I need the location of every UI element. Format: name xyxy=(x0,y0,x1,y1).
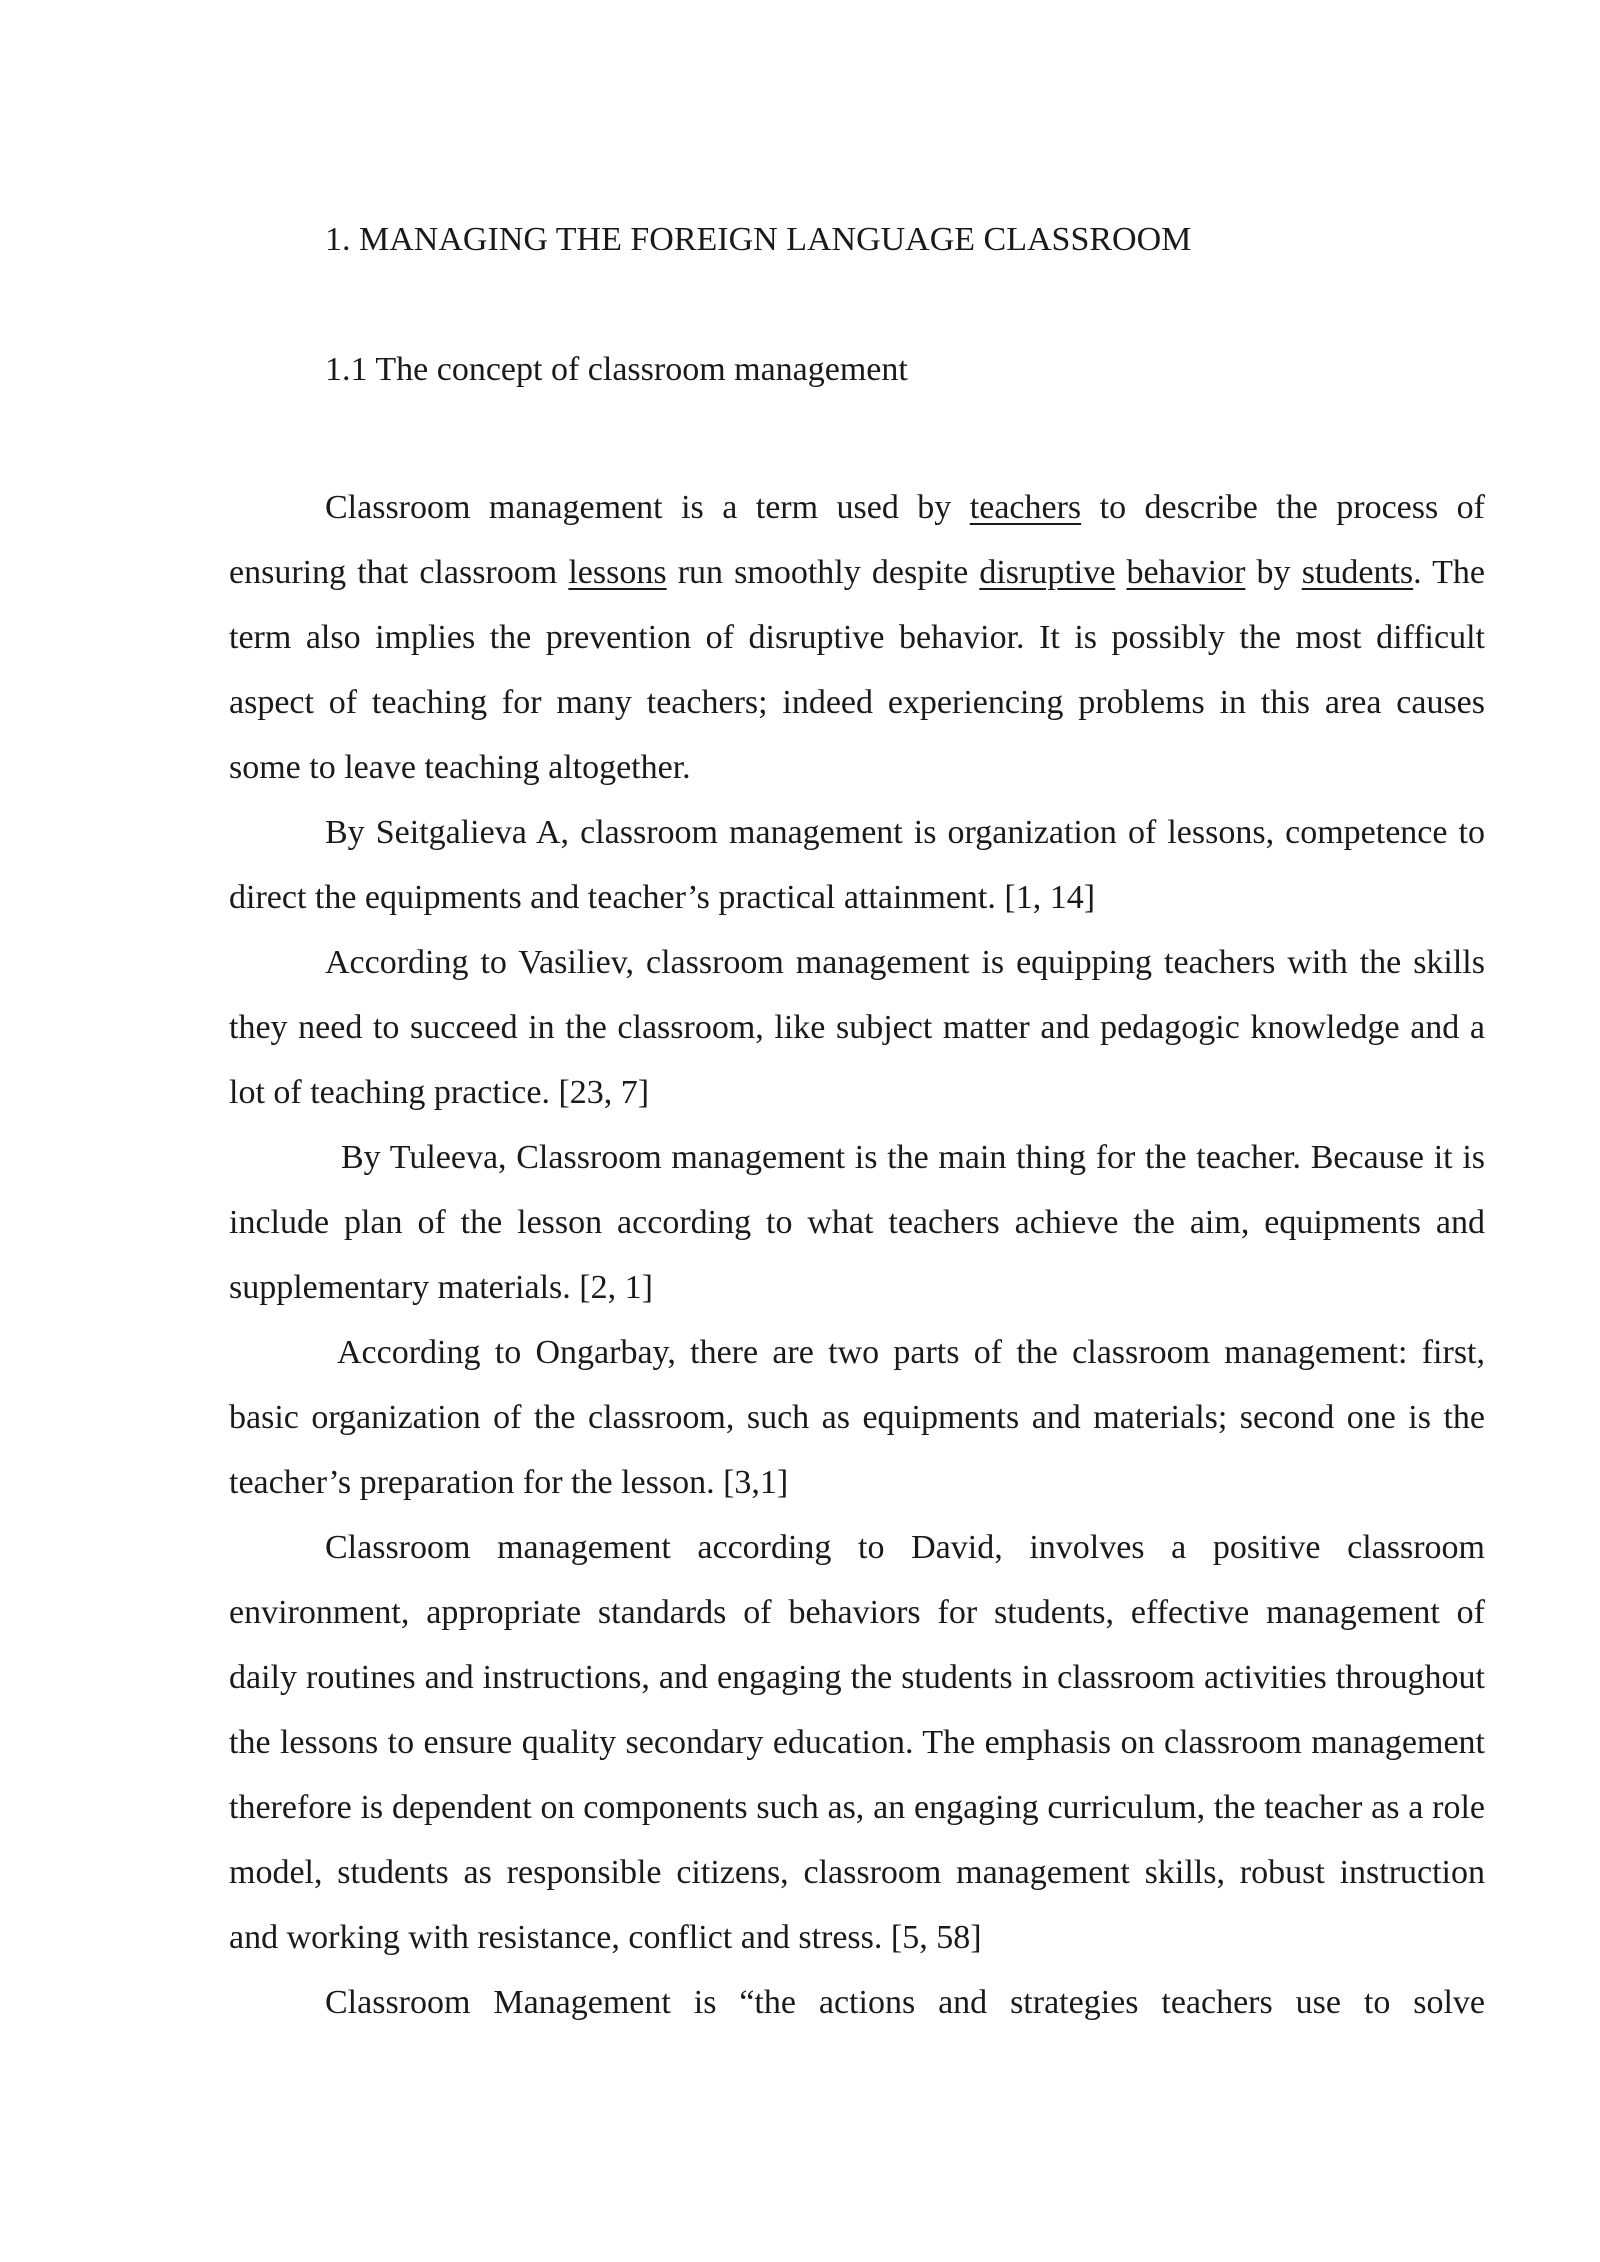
paragraph-6: Classroom management according to David, involves a positive classroom environment, appropriate standards of behaviors for students, effective management of daily routines and instructions, and engaging the students in classroom activities throughout the lessons to ensure quality secondary education. The emphasis on classroom management therefore is dependent on components such as, an engaging curriculum, the teacher as a role model, students as responsible citizens, classroom management skills, robust instruction and working with resistance, conflict and stress. [5, 58] xyxy=(229,1529,1485,1956)
paragraph-1-text: by xyxy=(1245,554,1302,591)
section-heading: 1.1 The concept of classroom management xyxy=(325,351,908,388)
paragraph-4: By Tuleeva, Classroom management is the main thing for the teacher. Because it is include plan of the lesson according to what teachers achieve the aim, equipments and supplementary materials. [2, 1] xyxy=(229,1139,1485,1306)
paragraph-1-text: . The term also implies the prevention of disruptive behavior. It is possibly the most difficult aspect of teaching for many teachers; indeed experiencing problems in this area causes some to leave teaching altogether. xyxy=(229,554,1486,786)
link-lessons[interactable]: lessons xyxy=(568,554,667,591)
document-body xyxy=(229,475,1485,2035)
paragraph-3: According to Vasiliev, classroom management is equipping teachers with the skills they need to succeed in the classroom, like subject matter and pedagogic knowledge and a lot of teaching practice. [23, 7] xyxy=(229,944,1485,1111)
paragraph-1-text: Classroom management is a term used by xyxy=(325,489,970,526)
paragraph-2: By Seitgalieva A, classroom management is organization of lessons, competence to direct the equipments and teacher’s practical attainment. [1, 14] xyxy=(229,814,1485,916)
link-disruptive[interactable]: disruptive xyxy=(979,554,1116,591)
document-page xyxy=(229,215,1485,2035)
paragraph-1-text: to describe the process of ensuring that classroom xyxy=(229,489,1486,591)
link-students[interactable]: students xyxy=(1301,554,1414,591)
chapter-heading: 1. MANAGING THE FOREIGN LANGUAGE CLASSROOM xyxy=(325,221,1192,258)
paragraph-1 xyxy=(229,475,1485,800)
link-behavior[interactable]: behavior xyxy=(1126,554,1246,591)
paragraph-5: According to Ongarbay, there are two parts of the classroom management: first, basic organization of the classroom, such as equipments and materials; second one is the teacher’s preparation for the lesson. [3,1] xyxy=(229,1334,1485,1501)
paragraph-1-text xyxy=(1115,554,1126,591)
link-teachers[interactable]: teachers xyxy=(969,489,1082,526)
paragraph-1-text: run smoothly despite xyxy=(666,554,980,591)
paragraph-7: Classroom Management is “the actions and strategies teachers use to solve xyxy=(325,1984,1485,2021)
